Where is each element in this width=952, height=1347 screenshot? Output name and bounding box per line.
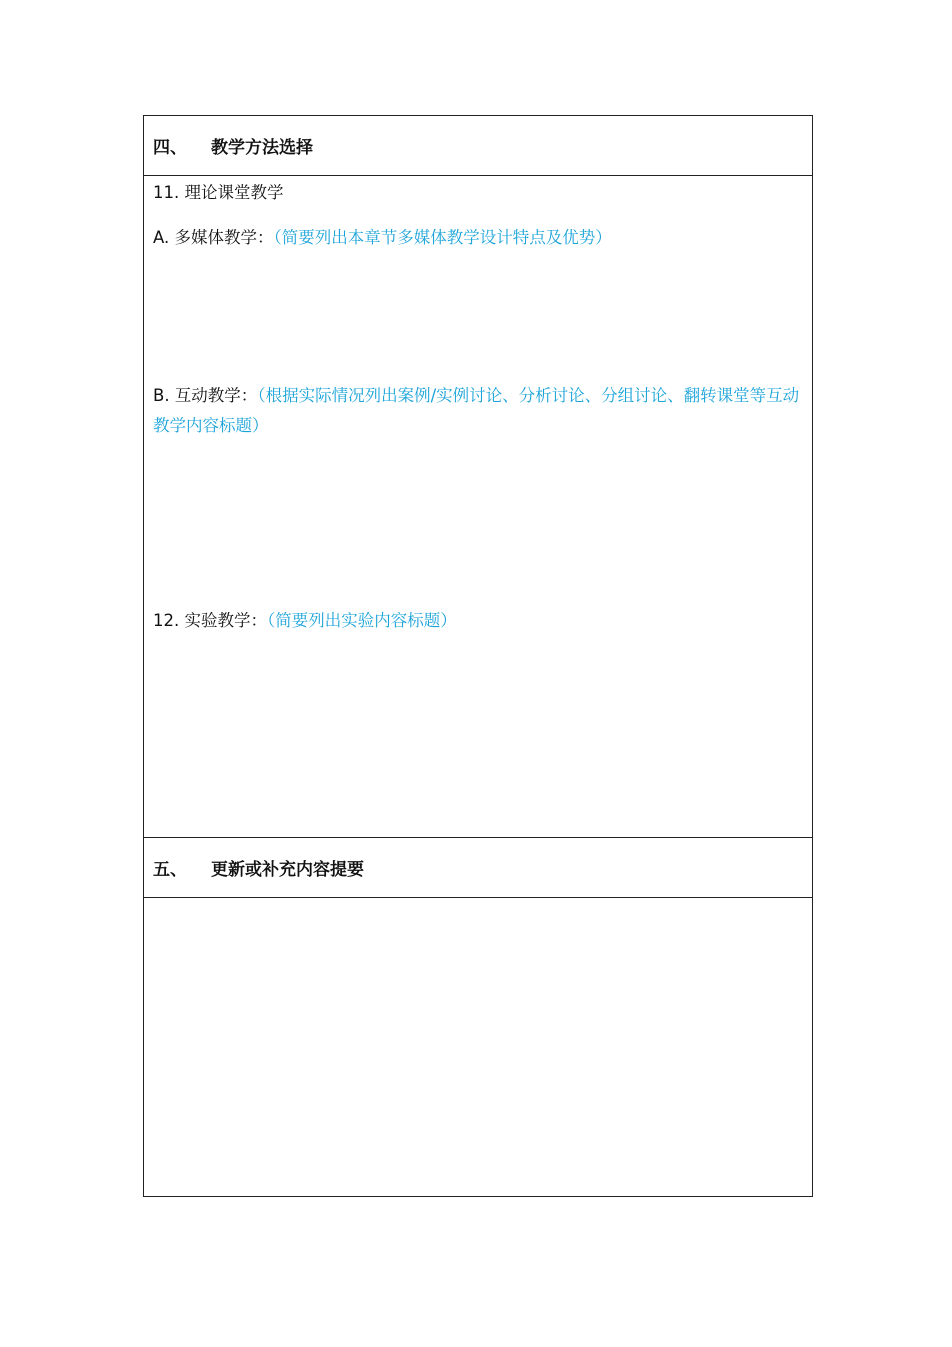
section-5-header	[144, 838, 812, 898]
interactive-teaching-hint: （根据实际情况列出案例/实例讨论、分析讨论、分组讨论、翻转课堂等互动教学内容标题）	[153, 386, 800, 435]
experiment-teaching-hint: （简要列出实验内容标题）	[267, 611, 457, 630]
section-5-number: 五、	[153, 860, 187, 880]
section-4-title: 教学方法选择	[211, 138, 313, 158]
section-4-header	[144, 116, 812, 176]
multimedia-teaching-label: A. 多媒体教学：	[153, 228, 274, 247]
update-content-cell[interactable]	[144, 898, 812, 1196]
interactive-teaching-line	[153, 381, 800, 441]
teaching-methods-cell[interactable]	[144, 176, 812, 838]
experiment-teaching-label: 12. 实验教学：	[153, 611, 267, 630]
section-4-number: 四、	[153, 138, 187, 158]
multimedia-teaching-line	[153, 223, 800, 253]
interactive-teaching-label: B. 互动教学：	[153, 386, 258, 405]
multimedia-teaching-hint: （简要列出本章节多媒体教学设计特点及优势）	[273, 228, 612, 247]
section-5-title: 更新或补充内容提要	[211, 860, 364, 880]
lesson-plan-table	[143, 115, 813, 1197]
theory-teaching-label: 11. 理论课堂教学	[153, 183, 284, 202]
experiment-teaching-line	[153, 606, 800, 636]
